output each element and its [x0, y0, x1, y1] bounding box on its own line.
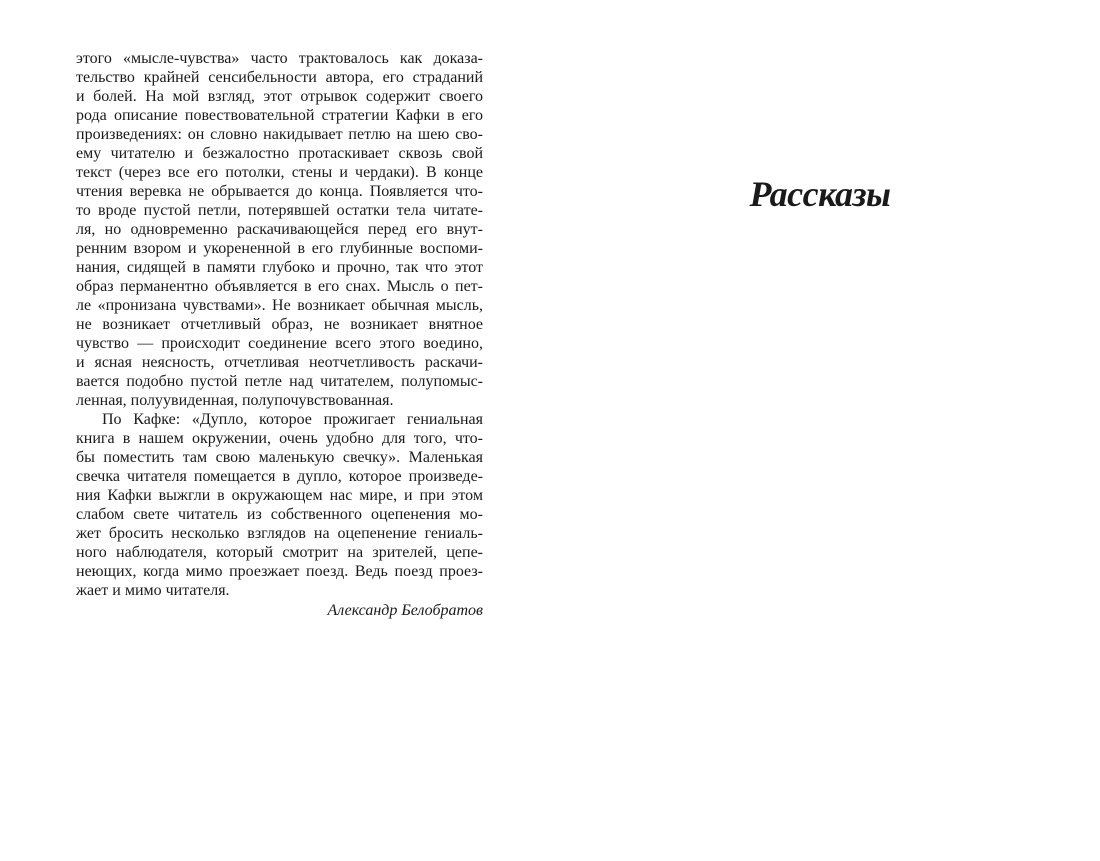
text-line: тельство крайней сенсибельности автора, его страданий [76, 69, 483, 86]
text-line: жает и мимо читателя. [76, 582, 230, 599]
text-line: ленная, полуувиденная, полупочувствованная. [76, 392, 394, 409]
text-line: ему читателю и безжалостно протаскивает сквозь свой [76, 145, 483, 162]
text-line: вается подобно пустой петле над читателем, полупомыс- [76, 373, 483, 390]
text-line: свечка читателя помещается в дупло, которое произведе- [76, 468, 483, 485]
text-line: книга в нашем окружении, очень удобно для того, что- [76, 430, 483, 447]
text-line: неющих, когда мимо проезжает поезд. Ведь поезд проез- [76, 563, 483, 580]
text-line: По Кафке: «Дупло, которое прожигает гениальная [102, 411, 483, 428]
text-line: произведениях: он словно накидывает петлю на шею сво- [76, 126, 483, 143]
text-line: ле «пронизана чувствами». Не возникает обычная мысль, [76, 297, 483, 314]
author-signature: Александр Белобратов [327, 602, 483, 619]
text-line: чувство — происходит соединение всего этого воедино, [76, 335, 483, 352]
text-line: бы поместить там свою маленькую свечку». Маленькая [76, 449, 483, 466]
right-page [550, 0, 1100, 861]
paragraph-1 [76, 49, 483, 410]
text-line: текст (через все его потолки, стены и чердаки). В конце [76, 164, 483, 181]
text-line: не возникает отчетливый образ, не возникает внятное [76, 316, 483, 333]
text-line: рода описание повествовательной стратегии Кафки в его [76, 107, 483, 124]
text-line: нания, сидящей в памяти глубоко и прочно, так что этот [76, 259, 483, 276]
text-line: образ перманентно объявляется в его снах. Мысль о пет- [76, 278, 483, 295]
text-line: то вроде пустой петли, потерявшей остатки тела читате- [76, 202, 483, 219]
text-line: этого «мысле-чувства» часто трактовалось как доказа- [76, 50, 483, 67]
text-line: ля, но одновременно раскачивающейся перед его внут- [76, 221, 483, 238]
text-line: ного наблюдателя, который смотрит на зрителей, цепе- [76, 544, 483, 561]
text-line: слабом свете читатель из собственного оцепенения мо- [76, 506, 483, 523]
text-line: жет бросить несколько взглядов на оцепенение гениаль- [76, 525, 483, 542]
text-line: и болей. На мой взгляд, этот отрывок содержит своего [76, 88, 483, 105]
paragraph-2 [76, 410, 483, 600]
section-title: Рассказы [749, 174, 891, 214]
text-line: чтения веревка не обрывается до конца. Появляется что- [76, 183, 483, 200]
left-page [76, 49, 483, 622]
text-line: ренним взором и укорененной в его глубинные воспоми- [76, 240, 483, 257]
text-line: и ясная неясность, отчетливая неотчетливость раскачи- [76, 354, 483, 371]
text-line: ния Кафки выжгли в окружающем нас мире, и при этом [76, 487, 483, 504]
